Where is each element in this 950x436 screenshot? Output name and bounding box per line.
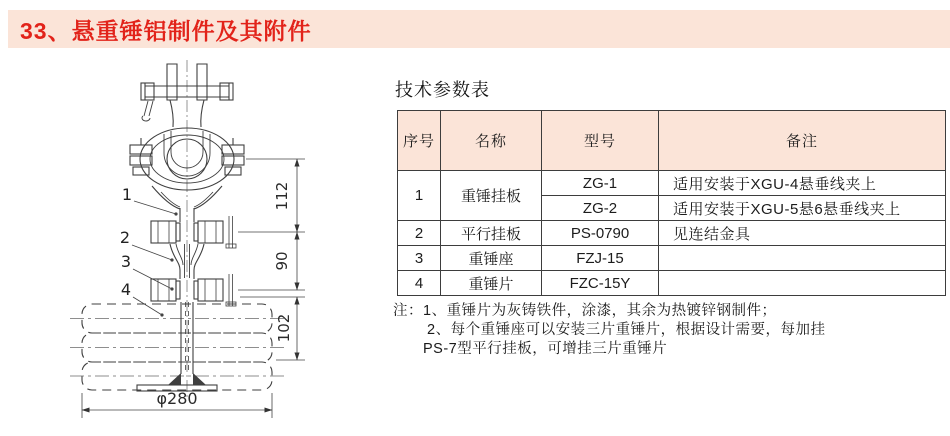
- callout-2: 2: [119, 228, 131, 247]
- dim-112: 112: [273, 181, 291, 211]
- table-row: [398, 246, 946, 271]
- callout-3: 3: [120, 252, 132, 271]
- table-row: [398, 271, 946, 296]
- callout-leaders: [132, 201, 178, 317]
- disc-centerlines: [70, 319, 284, 377]
- note-line-3: PS-7型平行挂板，可增挂三片重锤片: [423, 341, 668, 357]
- callout-4: 4: [120, 280, 132, 299]
- callout-numbers: [120, 185, 132, 299]
- table-row: [398, 171, 946, 196]
- cell-no: 3: [398, 246, 441, 271]
- cell-name: 重锤座: [441, 246, 542, 271]
- cell-remark: 适用安装于XGU-5悬6悬垂线夹上: [659, 196, 946, 221]
- center-rod-and-base: [137, 302, 217, 391]
- header-no: 序号: [398, 111, 441, 171]
- note-line-1: 注：1、重锤片为灰铸铁件，涂漆，其余为热镀锌钢制件；: [393, 303, 777, 319]
- dim-diameter-280: φ280: [156, 389, 198, 408]
- cell-model: ZG-1: [542, 171, 659, 196]
- table-row: [398, 221, 946, 246]
- cell-model: FZJ-15: [542, 246, 659, 271]
- header-name: 名称: [441, 111, 542, 171]
- table-header-row: [398, 111, 946, 171]
- technical-parameter-table: [397, 110, 946, 296]
- section-title-bar: [8, 10, 950, 48]
- cell-no: 1: [398, 171, 441, 221]
- table-caption: 技术参数表: [395, 80, 490, 100]
- weight-hammer-assembly-drawing: [0, 0, 390, 436]
- cell-model: PS-0790: [542, 221, 659, 246]
- cell-model: ZG-2: [542, 196, 659, 221]
- note-line-2: 2、每个重锤座可以安装三片重锤片，根据设计需要，每加挂: [427, 322, 826, 338]
- cell-model: FZC-15Y: [542, 271, 659, 296]
- cell-name: 平行挂板: [441, 221, 542, 246]
- page-title: 33、悬重锤铝制件及其附件: [20, 17, 312, 44]
- cell-no: 2: [398, 221, 441, 246]
- cell-remark: [659, 246, 946, 271]
- table-notes: [393, 302, 933, 359]
- header-remark: 备注: [659, 111, 946, 171]
- cell-remark: [659, 271, 946, 296]
- cell-name: 重锤挂板: [441, 171, 542, 221]
- cell-remark: 适用安装于XGU-4悬垂线夹上: [659, 171, 946, 196]
- cell-no: 4: [398, 271, 441, 296]
- dim-102: 102: [275, 313, 293, 343]
- callout-1: 1: [121, 185, 133, 204]
- cell-remark: 见连结金具: [659, 221, 946, 246]
- top-clevis: [141, 64, 233, 121]
- dim-90: 90: [273, 251, 291, 271]
- cell-name: 重锤片: [441, 271, 542, 296]
- header-model: 型号: [542, 111, 659, 171]
